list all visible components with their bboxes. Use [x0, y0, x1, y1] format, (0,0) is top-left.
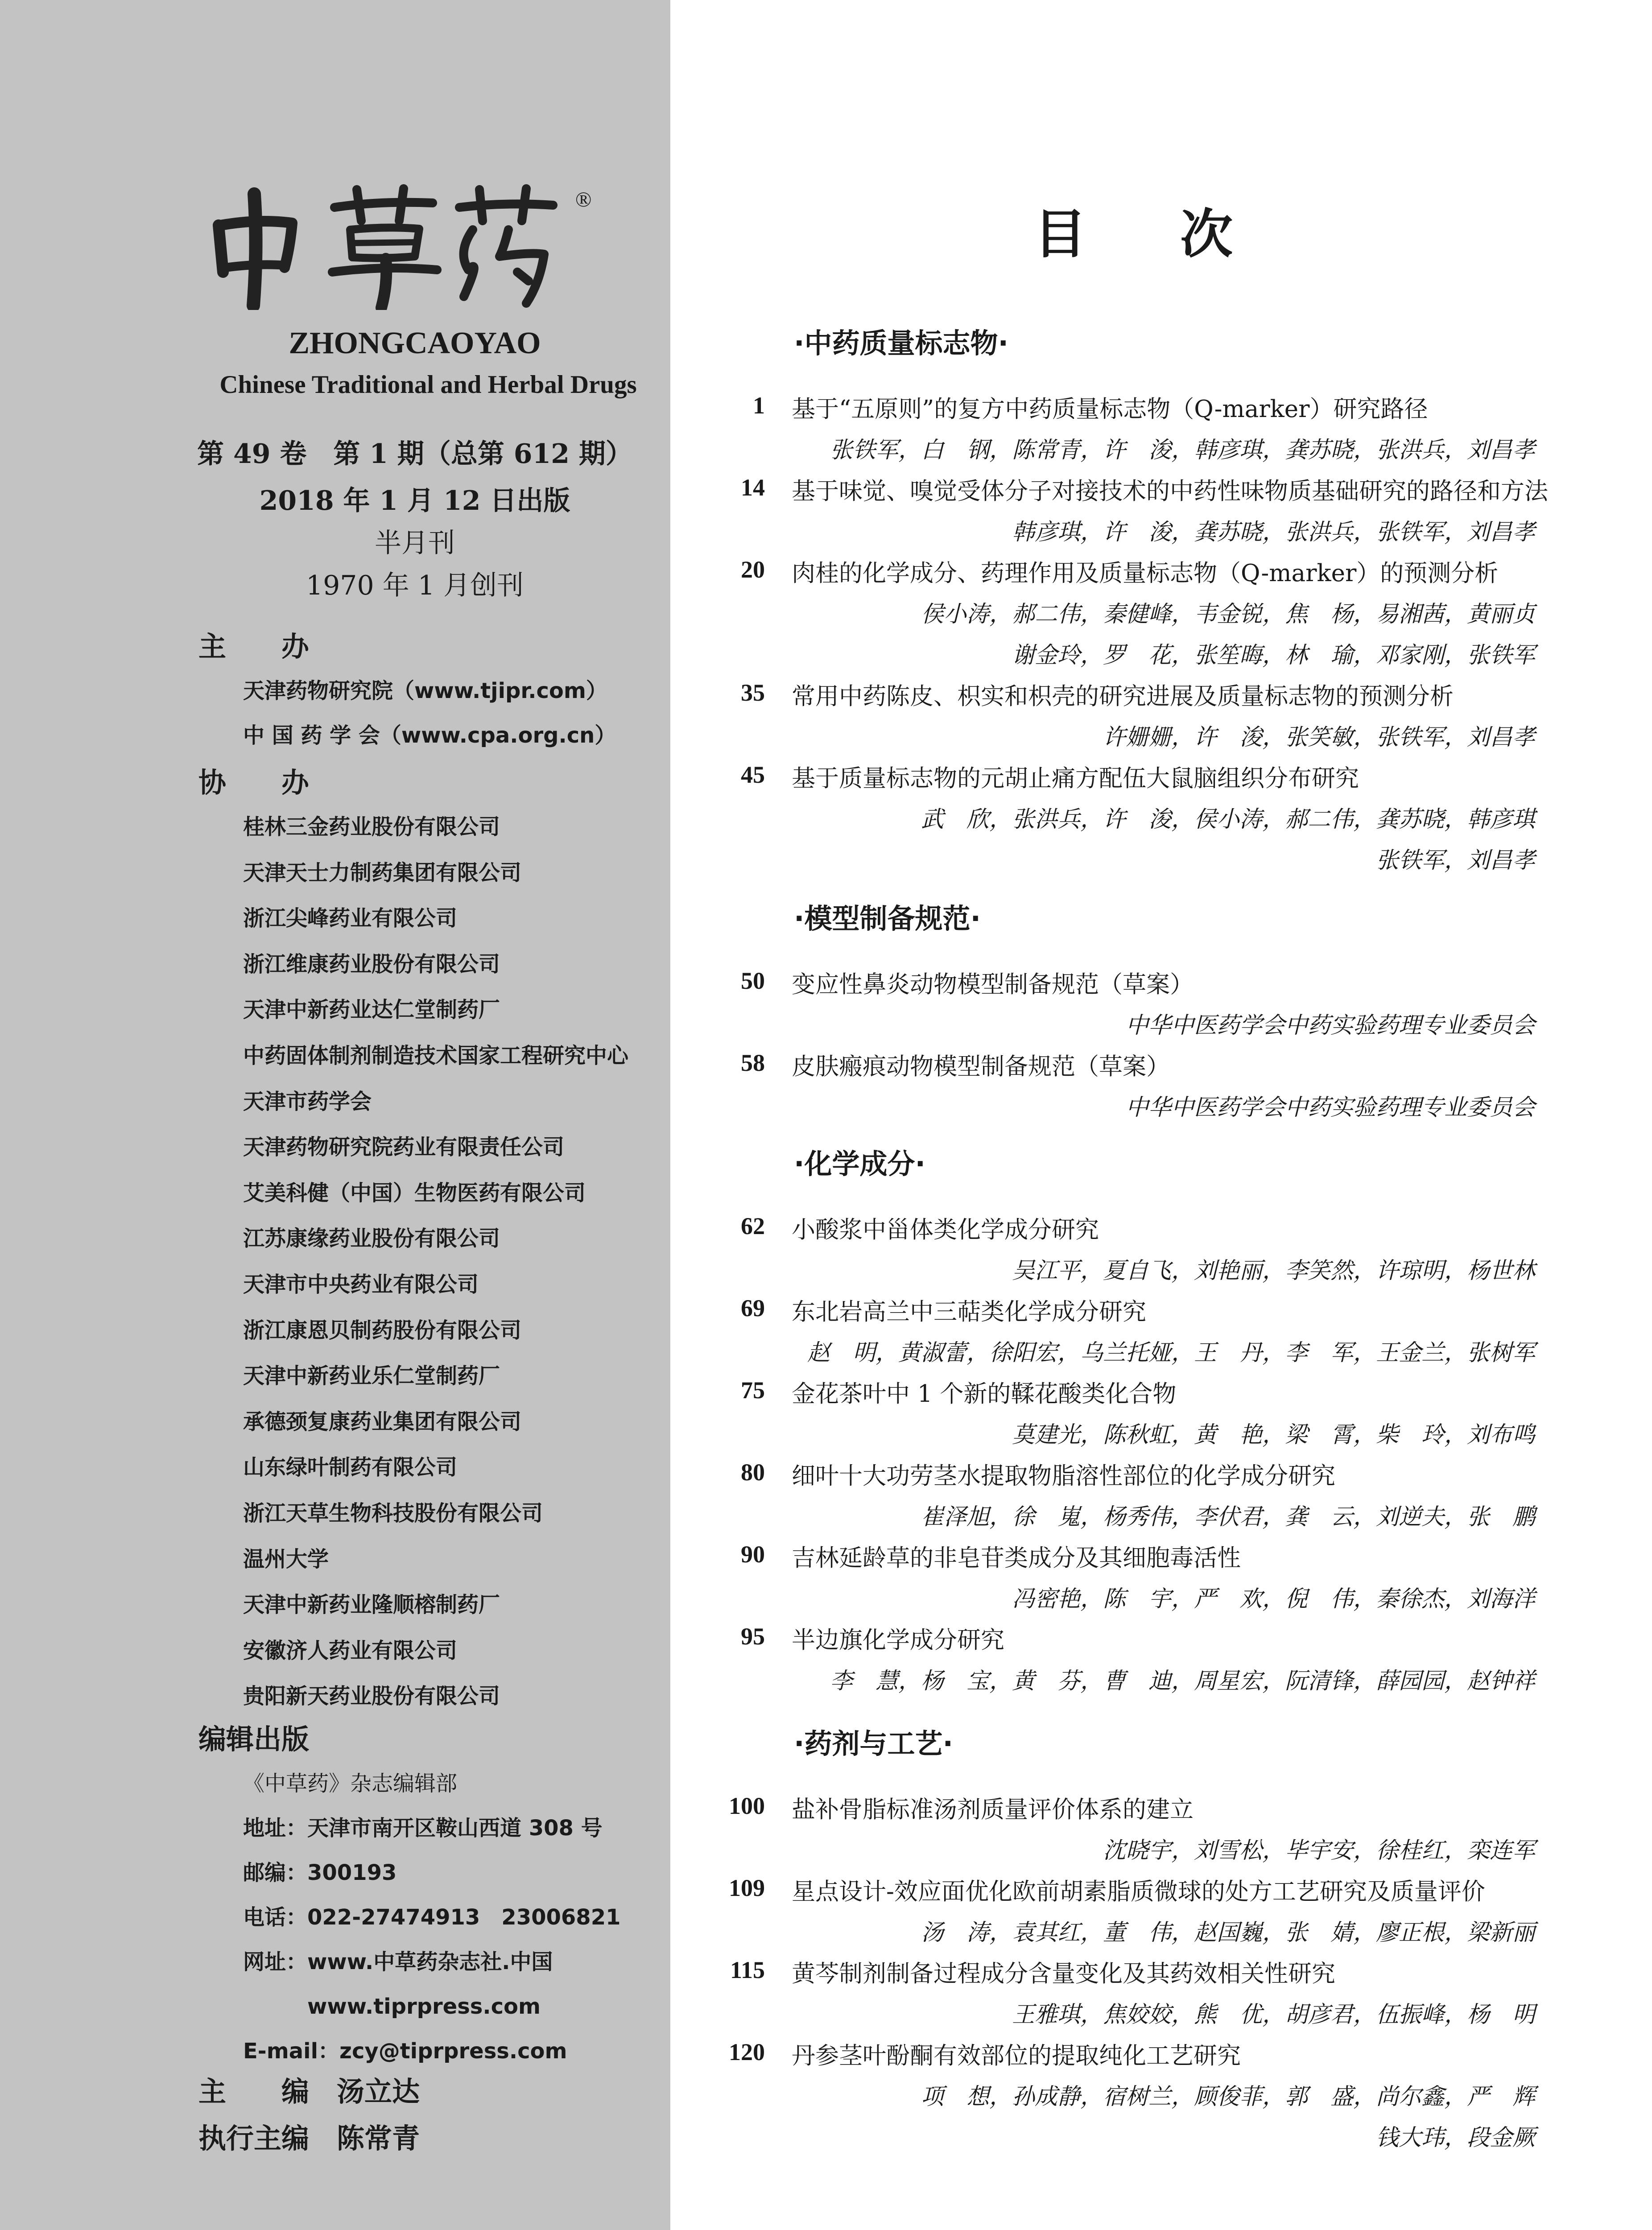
co-sponsor-item: 山东绿叶制药有限公司: [243, 1455, 458, 1480]
toc-title: 目次: [1034, 203, 1327, 265]
toc-article-authors: 沈晓宇，刘雪松，毕宇安，徐桂红，栾连军: [1103, 1838, 1535, 1864]
toc-section-heading: ·模型制备规范·: [794, 902, 981, 935]
co-sponsor-item: 安徽济人药业有限公司: [243, 1638, 458, 1663]
co-sponsor-item: 天津中新药业乐仁堂制药厂: [243, 1363, 500, 1389]
toc-article-authors: 武 欣，张洪兵，许 浚，侯小涛，郝二伟，龚苏晓，韩彦琪: [921, 806, 1535, 833]
co-sponsor-item: 桂林三金药业股份有限公司: [243, 814, 500, 839]
publisher-info-line: www.tiprpress.com: [243, 1994, 541, 2019]
toc-article-title: 星点设计-效应面优化欧前胡素脂质微球的处方工艺研究及质量评价: [792, 1878, 1485, 1905]
co-sponsor-item: 天津中新药业隆顺榕制药厂: [243, 1592, 500, 1618]
toc-article-authors: 中华中医药学会中药实验药理专业委员会: [1125, 1012, 1535, 1039]
toc-article-title: 常用中药陈皮、枳实和枳壳的研究进展及质量标志物的预测分析: [792, 683, 1454, 710]
toc-article-authors: 莫建光，陈秋虹，黄 艳，梁 霄，柴 玲，刘布鸣: [1012, 1422, 1535, 1448]
toc-article-title: 变应性鼻炎动物模型制备规范（草案）: [792, 971, 1194, 998]
toc-article-authors: 项 想，孙成静，宿树兰，顾俊菲，郭 盛，尚尔鑫，严 辉: [921, 2084, 1535, 2110]
toc-section-heading: ·药剂与工艺·: [794, 1727, 954, 1760]
toc-article-title: 肉桂的化学成分、药理作用及质量标志物（Q-marker）的预测分析: [792, 560, 1499, 587]
toc-page-number: 100: [729, 1792, 765, 1819]
sponsor-label: 主 办: [198, 630, 310, 663]
journal-english-name: Chinese Traditional and Herbal Drugs: [219, 371, 637, 399]
toc-article-title: 金花茶叶中 1 个新的鞣花酸类化合物: [792, 1380, 1177, 1408]
co-sponsor-item: 浙江维康药业股份有限公司: [243, 951, 500, 977]
toc-page-number: 80: [741, 1459, 765, 1486]
sponsor-item: 中 国 药 学 会（www.cpa.org.cn）: [243, 723, 616, 748]
toc-page-number: 20: [741, 556, 765, 583]
publisher-info-line: 《中草药》杂志编辑部: [243, 1771, 458, 1796]
co-sponsor-item: 天津市药学会: [243, 1089, 372, 1114]
toc-page-number: 109: [729, 1875, 765, 1901]
co-sponsor-item: 天津天士力制药集团有限公司: [243, 860, 522, 885]
toc-section-heading: ·化学成分·: [794, 1148, 926, 1180]
toc-article-authors: 谢金玲，罗 花，张笙晦，林 瑜，邓家刚，张铁军: [1012, 642, 1535, 669]
toc-article-authors: 王雅琪，焦姣姣，熊 优，胡彦君，伍振峰，杨 明: [1012, 2002, 1535, 2028]
sponsor-item: 天津药物研究院（www.tjipr.com）: [243, 678, 607, 703]
toc-article-authors: 冯密艳，陈 宇，严 欢，倪 伟，秦徐杰，刘海洋: [1012, 1586, 1535, 1612]
journal-pinyin: ZHONGCAOYAO: [289, 326, 541, 360]
toc-article-title: 盐补骨脂标准汤剂质量评价体系的建立: [792, 1796, 1194, 1823]
registered-mark: ®: [575, 188, 592, 211]
toc-article-authors: 张铁军，白 钢，陈常青，许 浚，韩彦琪，龚苏晓，张洪兵，刘昌孝: [830, 437, 1535, 463]
co-sponsor-item: 艾美科健（中国）生物医药有限公司: [243, 1180, 586, 1206]
toc-page-number: 62: [741, 1213, 765, 1239]
co-sponsor-item: 天津中新药业达仁堂制药厂: [243, 997, 500, 1023]
publisher-info-line: 网址：www.中草药杂志社.中国: [243, 1949, 553, 1974]
issue-date: 2018 年 1 月 12 日出版: [259, 485, 570, 516]
executive-editor: 执行主编 陈常青: [198, 2122, 420, 2155]
toc-page-number: 95: [741, 1623, 765, 1650]
co-sponsor-item: 贵阳新天药业股份有限公司: [243, 1684, 500, 1709]
publisher-info-line: 邮编：300193: [243, 1860, 397, 1885]
toc-article-authors: 韩彦琪，许 浚，龚苏晓，张洪兵，张铁军，刘昌孝: [1012, 519, 1535, 545]
toc-article-authors: 钱大玮，段金厥: [1375, 2125, 1535, 2151]
toc-article-title: 皮肤瘢痕动物模型制备规范（草案）: [792, 1053, 1170, 1080]
issue-frequency: 半月刊: [375, 528, 455, 559]
publisher-info-line: E-mail：zcy@tiprpress.com: [243, 2039, 567, 2064]
toc-page-number: 120: [729, 2039, 765, 2065]
toc-article-authors: 崔泽旭，徐 嵬，杨秀伟，李伏君，龚 云，刘逆夫，张 鹏: [921, 1504, 1535, 1530]
publisher-info-line: 地址：天津市南开区鞍山西道 308 号: [243, 1816, 603, 1841]
publisher-label: 编辑出版: [198, 1723, 310, 1755]
journal-logo: [201, 176, 566, 310]
toc-page-number: 1: [753, 392, 765, 419]
toc-article-authors: 中华中医药学会中药实验药理专业委员会: [1125, 1094, 1535, 1121]
publisher-info-line: 电话：022-27474913 23006821: [243, 1905, 621, 1930]
toc-article-title: 基于质量标志物的元胡止痛方配伍大鼠脑组织分布研究: [792, 765, 1359, 792]
toc-article-authors: 赵 明，黄淑蕾，徐阳宏，乌兰托娅，王 丹，李 军，王金兰，张树军: [807, 1340, 1535, 1366]
co-sponsor-item: 天津市中央药业有限公司: [243, 1272, 479, 1297]
founded-date: 1970 年 1 月创刊: [306, 570, 524, 601]
toc-page-number: 75: [741, 1377, 765, 1404]
toc-article-title: 吉林延龄草的非皂苷类成分及其细胞毒活性: [792, 1544, 1241, 1572]
toc-page-number: 69: [741, 1295, 765, 1321]
co-sponsor-item: 浙江尖峰药业有限公司: [243, 906, 458, 931]
toc-article-title: 半边旗化学成分研究: [792, 1627, 1004, 1654]
toc-article-title: 基于味觉、嗅觉受体分子对接技术的中药性味物质基础研究的路径和方法: [792, 478, 1548, 505]
toc-page-number: 58: [741, 1049, 765, 1076]
toc-article-authors: 吴江平，夏自飞，刘艳丽，李笑然，许琼明，杨世林: [1012, 1258, 1535, 1284]
toc-article-authors: 张铁军，刘昌孝: [1375, 847, 1535, 874]
chief-editor: 主 编 汤立达: [198, 2075, 420, 2108]
toc-article-authors: 李 慧，杨 宝，黄 芬，曹 迪，周星宏，阮清锋，薛园园，赵钟祥: [830, 1668, 1535, 1694]
toc-page-number: 50: [741, 967, 765, 994]
co-sponsor-item: 浙江康恩贝制药股份有限公司: [243, 1317, 522, 1343]
toc-page-number: 14: [741, 474, 765, 501]
toc-article-title: 小酸浆中甾体类化学成分研究: [792, 1216, 1099, 1243]
toc-article-title: 东北岩高兰中三萜类化学成分研究: [792, 1298, 1146, 1326]
toc-article-title: 丹参茎叶酚酮有效部位的提取纯化工艺研究: [792, 2042, 1241, 2069]
left-info-column: [0, 0, 670, 2230]
toc-article-authors: 汤 涛，袁其红，董 伟，赵国巍，张 婧，廖正根，梁新丽: [921, 1920, 1535, 1946]
co-sponsor-item: 江苏康缘药业股份有限公司: [243, 1226, 500, 1251]
toc-article-authors: 侯小涛，郝二伟，秦健峰，韦金锐，焦 杨，易湘茜，黄丽贞: [921, 601, 1535, 628]
toc-article-title: 基于“五原则”的复方中药质量标志物（Q-marker）研究路径: [792, 396, 1428, 423]
toc-article-authors: 许姗姗，许 浚，张笑敏，张铁军，刘昌孝: [1103, 724, 1535, 751]
co-sponsor-item: 中药固体制剂制造技术国家工程研究中心: [243, 1043, 629, 1068]
co-sponsor-item: 承德颈复康药业集团有限公司: [243, 1409, 522, 1434]
co-sponsor-item: 浙江天草生物科技股份有限公司: [243, 1501, 543, 1526]
toc-section-heading: ·中药质量标志物·: [794, 327, 1009, 359]
toc-page-number: 90: [741, 1541, 765, 1568]
toc-article-title: 黄芩制剂制备过程成分含量变化及其药效相关性研究: [792, 1960, 1335, 1987]
issue-volume: 第 49 卷 第 1 期（总第 612 期）: [197, 438, 632, 470]
toc-article-title: 细叶十大功劳茎水提取物脂溶性部位的化学成分研究: [792, 1462, 1335, 1490]
toc-page-number: 45: [741, 761, 765, 788]
co-sponsor-item: 天津药物研究院药业有限责任公司: [243, 1135, 565, 1160]
co-sponsor-item: 温州大学: [243, 1546, 329, 1572]
toc-page-number: 115: [730, 1957, 765, 1983]
toc-page-number: 35: [741, 679, 765, 706]
co-sponsor-label: 协 办: [198, 766, 310, 799]
